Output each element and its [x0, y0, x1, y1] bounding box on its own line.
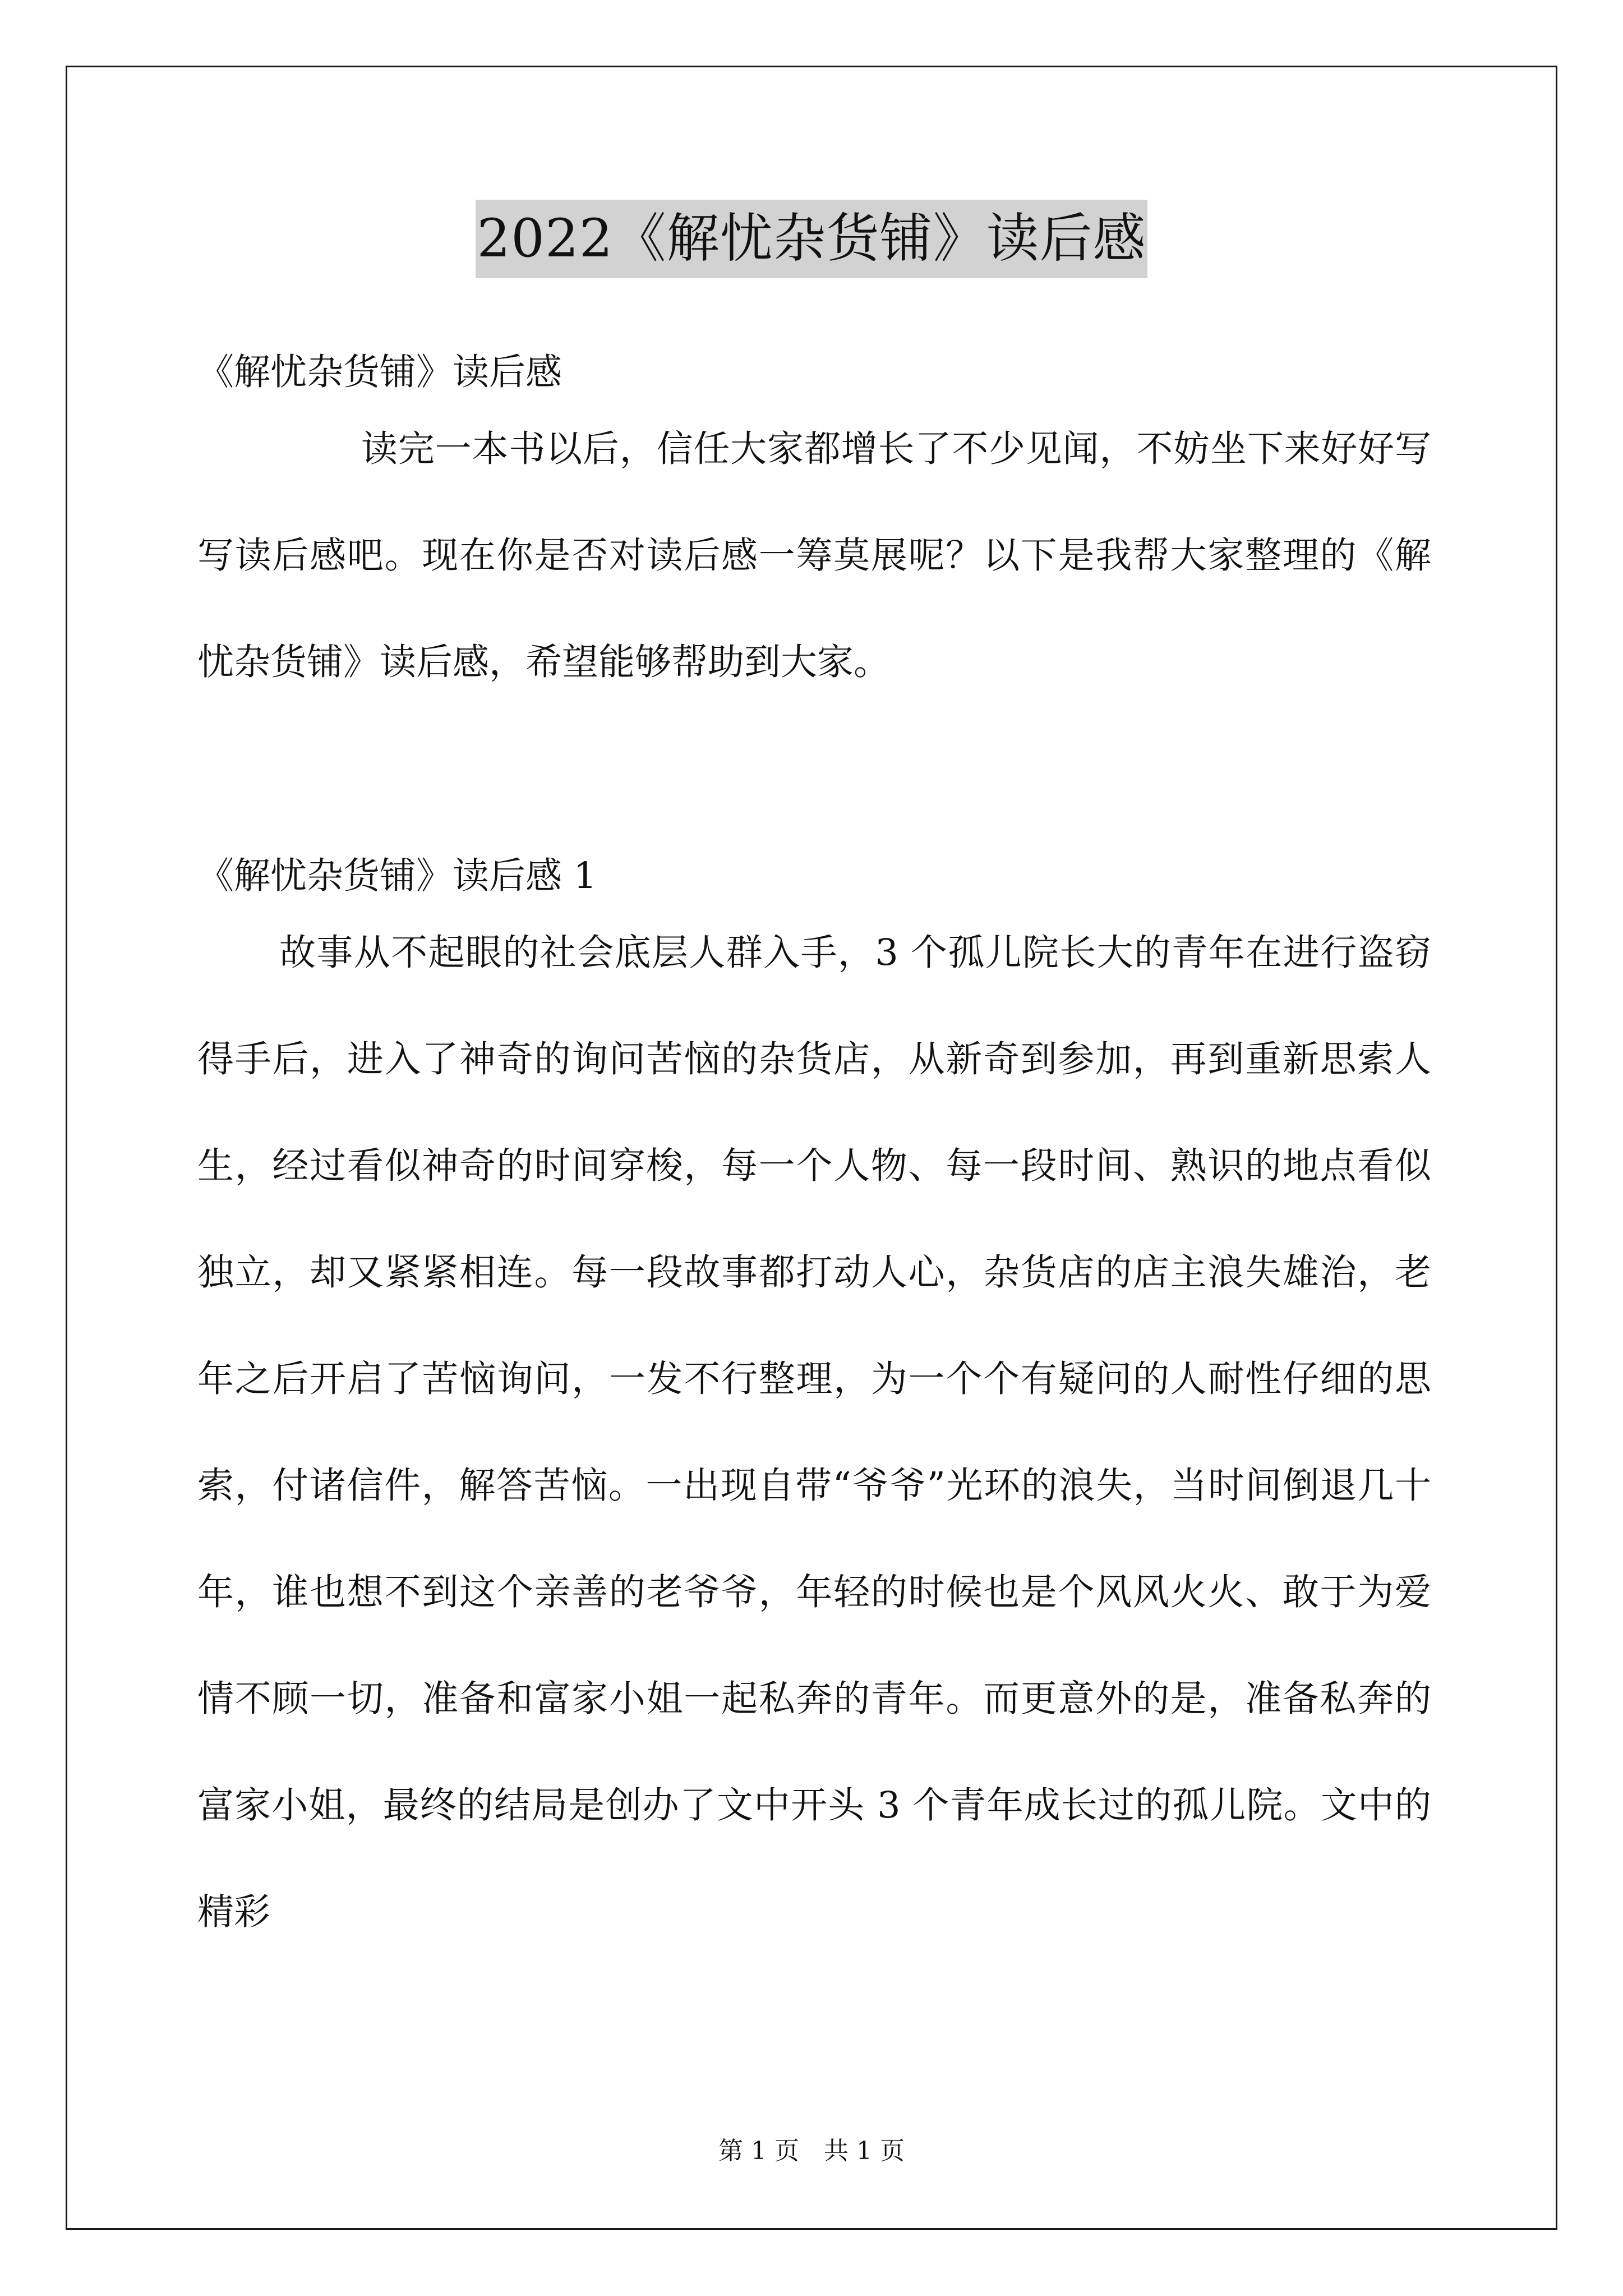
- document-subtitle: 《解忧杂货铺》读后感: [197, 351, 562, 393]
- intro-paragraph: 读完一本书以后，信任大家都增长了不少见闻，不妨坐下来好好写写读后感吧。现在你是否对读后感一筹莫展呢？以下是我帮大家整理的《解忧杂货铺》读后感，希望能够帮助到大家。: [197, 428, 1431, 683]
- title-container: [0, 200, 1623, 278]
- page-footer: 第 1 页 共 1 页: [718, 2137, 905, 2165]
- section-heading: 《解忧杂货铺》读后感 1: [197, 855, 597, 897]
- body-paragraph: 故事从不起眼的社会底层人群入手，3 个孤儿院长大的青年在进行盗窃得手后，进入了神奇的询问苦恼的杂货店，从新奇到参加，再到重新思索人生，经过看似神奇的时间穿梭，每一个人物、每一段时间、熟识的地点看似独立，却又紧紧相连。每一段故事都打动人心，杂货店的店主浪失雄治，老年之后开启了苦恼询问，一发不行整理，为一个个有疑问的人耐性仔细的思索，付诸信件，解答苦恼。一出现自带“爷爷”光环的浪失，当时间倒退几十年，谁也想不到这个亲善的老爷爷，年轻的时候也是个风风火火、敢于为爱情不顾一切，准备和富家小姐一起私奔的青年。而更意外的是，准备私奔的富家小姐，最终的结局是创办了文中开头 3 个青年成长过的孤儿院。文中的精彩: [197, 932, 1431, 1933]
- document-title: 2022《解忧杂货铺》读后感: [476, 200, 1147, 278]
- document-body: [197, 309, 1431, 1966]
